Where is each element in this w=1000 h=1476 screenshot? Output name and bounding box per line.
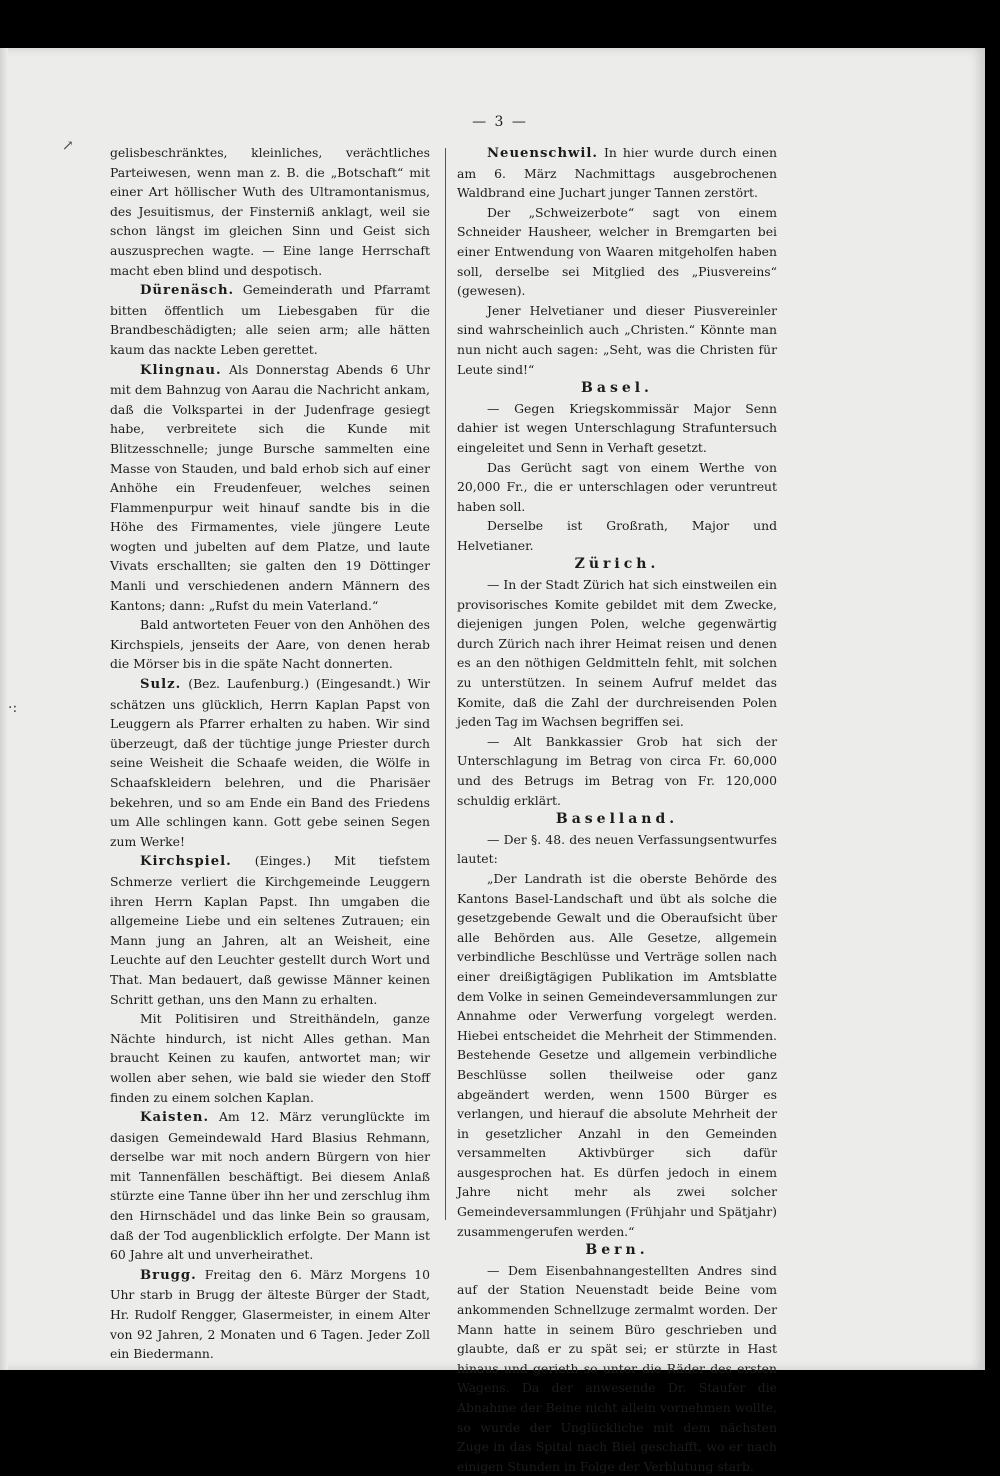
article-text: In hier wurde durch einen am 6. März Nachmittags ausgebrochenen Waldbrand eine Juchart junger Tannen zerstört. <box>457 145 777 201</box>
ink-mark: ↗ <box>62 138 74 154</box>
article-heading: Sulz. <box>140 677 182 693</box>
article-text: Als Donnerstag Abends 6 Uhr mit dem Bahnzug von Aarau die Nachricht ankam, daß die Volkspartei in der Judenfrage gesiegt habe, verbreitete sich die Kunde mit Blitzesschnelle; junge Bursche sammelten eine Masse von Stauden, und bald erhob sich auf einer Anhöhe ein Freudenfeuer, welches seinen Flammenpurpur weit hinauf sandte bis in die Höhe des Firmamentes, viele jüngere Leute wogten und jubelten auf dem Platze, und laute Vivats erschallten; sie galten den 19 Döttinger Manli und verschiedenen andern Männern des Kantons; dann: „Rufst du mein Vaterland.“ <box>110 361 430 613</box>
column-divider <box>445 148 446 1220</box>
article-heading: Kaisten. <box>140 1110 210 1126</box>
article-paragraph <box>110 851 430 1009</box>
section-title: Baselland. <box>555 811 679 828</box>
article-paragraph <box>110 674 430 851</box>
section-title: Zürich. <box>574 556 660 573</box>
paragraph: Das Gerücht sagt von einem Werthe von 20,000 Fr., die er unterschlagen oder veruntreut haben soll. <box>457 459 777 514</box>
paragraph: — In der Stadt Zürich hat sich einstweilen ein provisorisches Komite gebildet mit dem Zwecke, diejenigen jungen Polen, welche gegenwärtig durch Zürich nach ihrer Heimat reisen und denen es an den nöthigen Geldmitteln fehlt, mit solchen zu unterstützen. In seinem Aufruf meldet das Komite, daß die Zahl der durchreisenden Polen jeden Tag im Wachsen begriffen sei. <box>457 577 777 730</box>
article-text: Gemeinderath und Pfarramt bitten öffentlich um Liebesgaben für die Brandbeschädigten; alle seien arm; alle hätten kaum das nackte Leben gerettet. <box>110 282 430 357</box>
article-heading: Klingnau. <box>140 362 222 378</box>
paragraph: Derselbe ist Großrath, Major und Helvetianer. <box>457 518 777 553</box>
article-text: (Einges.) Mit tiefstem Schmerze verliert die Kirchgemeinde Leuggern ihren Herrn Kaplan Papst. Ihn umgaben die allgemeine Liebe und ein seltenes Zutrauen; ein Mann jung an Jahren, alt an Weisheit, eine Leuchte auf den Leuchter gestellt durch Wort und That. Man bedauert, daß gewisse Männer keinen Schritt gethan, uns den Mann zu erhalten. <box>110 853 430 1007</box>
left-column <box>110 143 430 1364</box>
article-heading: Neuenschwil. <box>487 146 599 161</box>
paragraph: — Der §. 48. des neuen Verfassungsentwurfes lautet: <box>457 831 777 867</box>
section-title: Bern. <box>585 1242 649 1259</box>
article-text: (Bez. Laufenburg.) (Eingesandt.) Wir schätzen uns glücklich, Herrn Kaplan Papst von Leuggern als Pfarrer erhalten zu haben. Wir sind überzeugt, daß der tüchtige junge Priester durch seine Weisheit die Schaafe weiden, die Wölfe in Schaafskleidern belehren, und die Pharisäer bekehren, und so am Ende ein Band des Friedens um Alle schlingen kann. Gott gebe seinen Segen zum Werke! <box>110 676 430 849</box>
page-number: — 3 — <box>472 114 528 130</box>
paragraph: Der „Schweizerbote“ sagt von einem Schneider Hausheer, welcher in Bremgarten bei einer Entwendung von Waaren mitgeholfen haben soll, derselbe sei Mitglied des „Piusvereins“ (gewesen). <box>457 204 777 299</box>
article-text: Freitag den 6. März Morgens 10 Uhr starb in Brugg der älteste Bürger der Stadt, Hr. Rudolf Rengger, Glasermeister, in einem Alter von 92 Jahren, 2 Monaten und 6 Tagen. Jeder Zoll ein Biedermann. <box>110 1266 430 1362</box>
paragraph: Bald antworteten Feuer von den Anhöhen des Kirchspiels, jenseits der Aare, von denen herab die Mörser bis in die späte Nacht donnerten. <box>110 617 430 672</box>
paragraph: — Dem Eisenbahnangestellten Andres sind auf der Station Neuenstadt beide Beine vom ankommenden Schnellzuge zermalmt worden. Der Mann hatte in seinem Büro geschrieben und glaubte, daß er zu spät sei; er stürzte in Hast hinaus und gerieth so unter die Räder des ersten Wagens. Da der anwesende Dr. Staufer die Abnahme der Beine nicht allein vornehmen wollte, so wurde der Unglückliche mit dem nächsten Zuge in das Spital nach Biel geschafft, wo er nach einigen Stunden in Folge der Verblutung starb. <box>457 1262 777 1474</box>
article-paragraph <box>110 1107 430 1265</box>
paragraph: — Alt Bankkassier Grob hat sich der Unterschlagung im Betrag von circa Fr. 60,000 und des Betrugs im Betrag von Fr. 120,000 schuldig erklärt. <box>457 733 777 808</box>
article-text: Am 12. März verunglückte im dasigen Gemeindewald Hard Blasius Rehmann, derselbe war mit noch andern Bürgern von hier mit Tannenfällen beschäftigt. Bei diesem Anlaß stürzte eine Tanne über ihn her und zerschlug ihm den Hirnschädel und das linke Bein so grausam, daß der Tod augenblicklich erfolgte. Der Mann ist 60 Jahre alt und unverheirathet. <box>110 1109 430 1263</box>
paragraph: Mit Politisiren und Streithändeln, ganze Nächte hindurch, ist nicht Alles gethan. Man braucht Keinen zu kaufen, antwortet man; wir wollen aber sehen, wie bald sie wieder den Stoff finden zu einem solchen Kaplan. <box>110 1011 430 1105</box>
page-edge <box>0 48 8 1370</box>
section-title: Basel. <box>581 380 653 397</box>
paragraph: „Der Landrath ist die oberste Behörde des Kantons Basel-Landschaft und übt als solche die gesetzgebende Gewalt und die Oberaufsicht über alle Behörden aus. Alle Gesetze, allgemein verbindliche Beschlüsse und Verträge sollen nach einer dreißigtägigen Publikation im Amtsblatte dem Volke in seinen Gemeindeversammlungen zur Annahme oder Verwerfung vorgelegt werden. Hiebei entscheidet die Mehrheit der Stimmenden. Bestehende Gesetze und allgemein verbindliche Beschlüsse sollen theilweise oder ganz abgeändert werden, wenn 1500 Bürger es verlangen, und hierauf die absolute Mehrheit der in gesetzlicher Anzahl in den Gemeinden versammelten Aktivbürger sich dafür ausgesprochen hat. Es dürfen jedoch in einem Jahre nicht mehr als zwei solcher Gemeindeversammlungen (Frühjahr und Spätjahr) zusammengerufen werden.“ <box>457 870 777 1239</box>
punch-hole-mark: ·: <box>8 700 18 716</box>
article-paragraph <box>110 280 430 359</box>
paragraph: gelisbeschränktes, kleinliches, verächtliches Parteiwesen, wenn man z. B. die „Botschaft“ mit einer Art höllischer Wuth des Ultramontanismus, des Jesuitismus, der Finsterniß anklagt, weil sie schon längst im gleichen Sinn und Geist sich auszusprechen wagte. — Eine lange Herrschaft macht eben blind und despotisch. <box>110 145 430 278</box>
article-heading: Dürenäsch. <box>140 283 235 299</box>
article-paragraph <box>110 360 430 616</box>
paragraph: — Gegen Kriegskommissär Major Senn dahier ist wegen Unterschlagung Strafuntersuch eingeleitet und Senn in Verhaft gesetzt. <box>457 400 777 455</box>
paragraph: Jener Helvetianer und dieser Piusvereinler sind wahrscheinlich auch „Christen.“ Könnte man nun nicht auch sagen: „Seht, was die Christen für Leute sind!“ <box>457 302 777 377</box>
article-paragraph <box>110 1265 430 1364</box>
article-heading: Kirchspiel. <box>140 854 232 870</box>
article-heading: Brugg. <box>140 1267 197 1283</box>
right-column <box>457 143 777 1476</box>
article-paragraph <box>457 143 777 203</box>
